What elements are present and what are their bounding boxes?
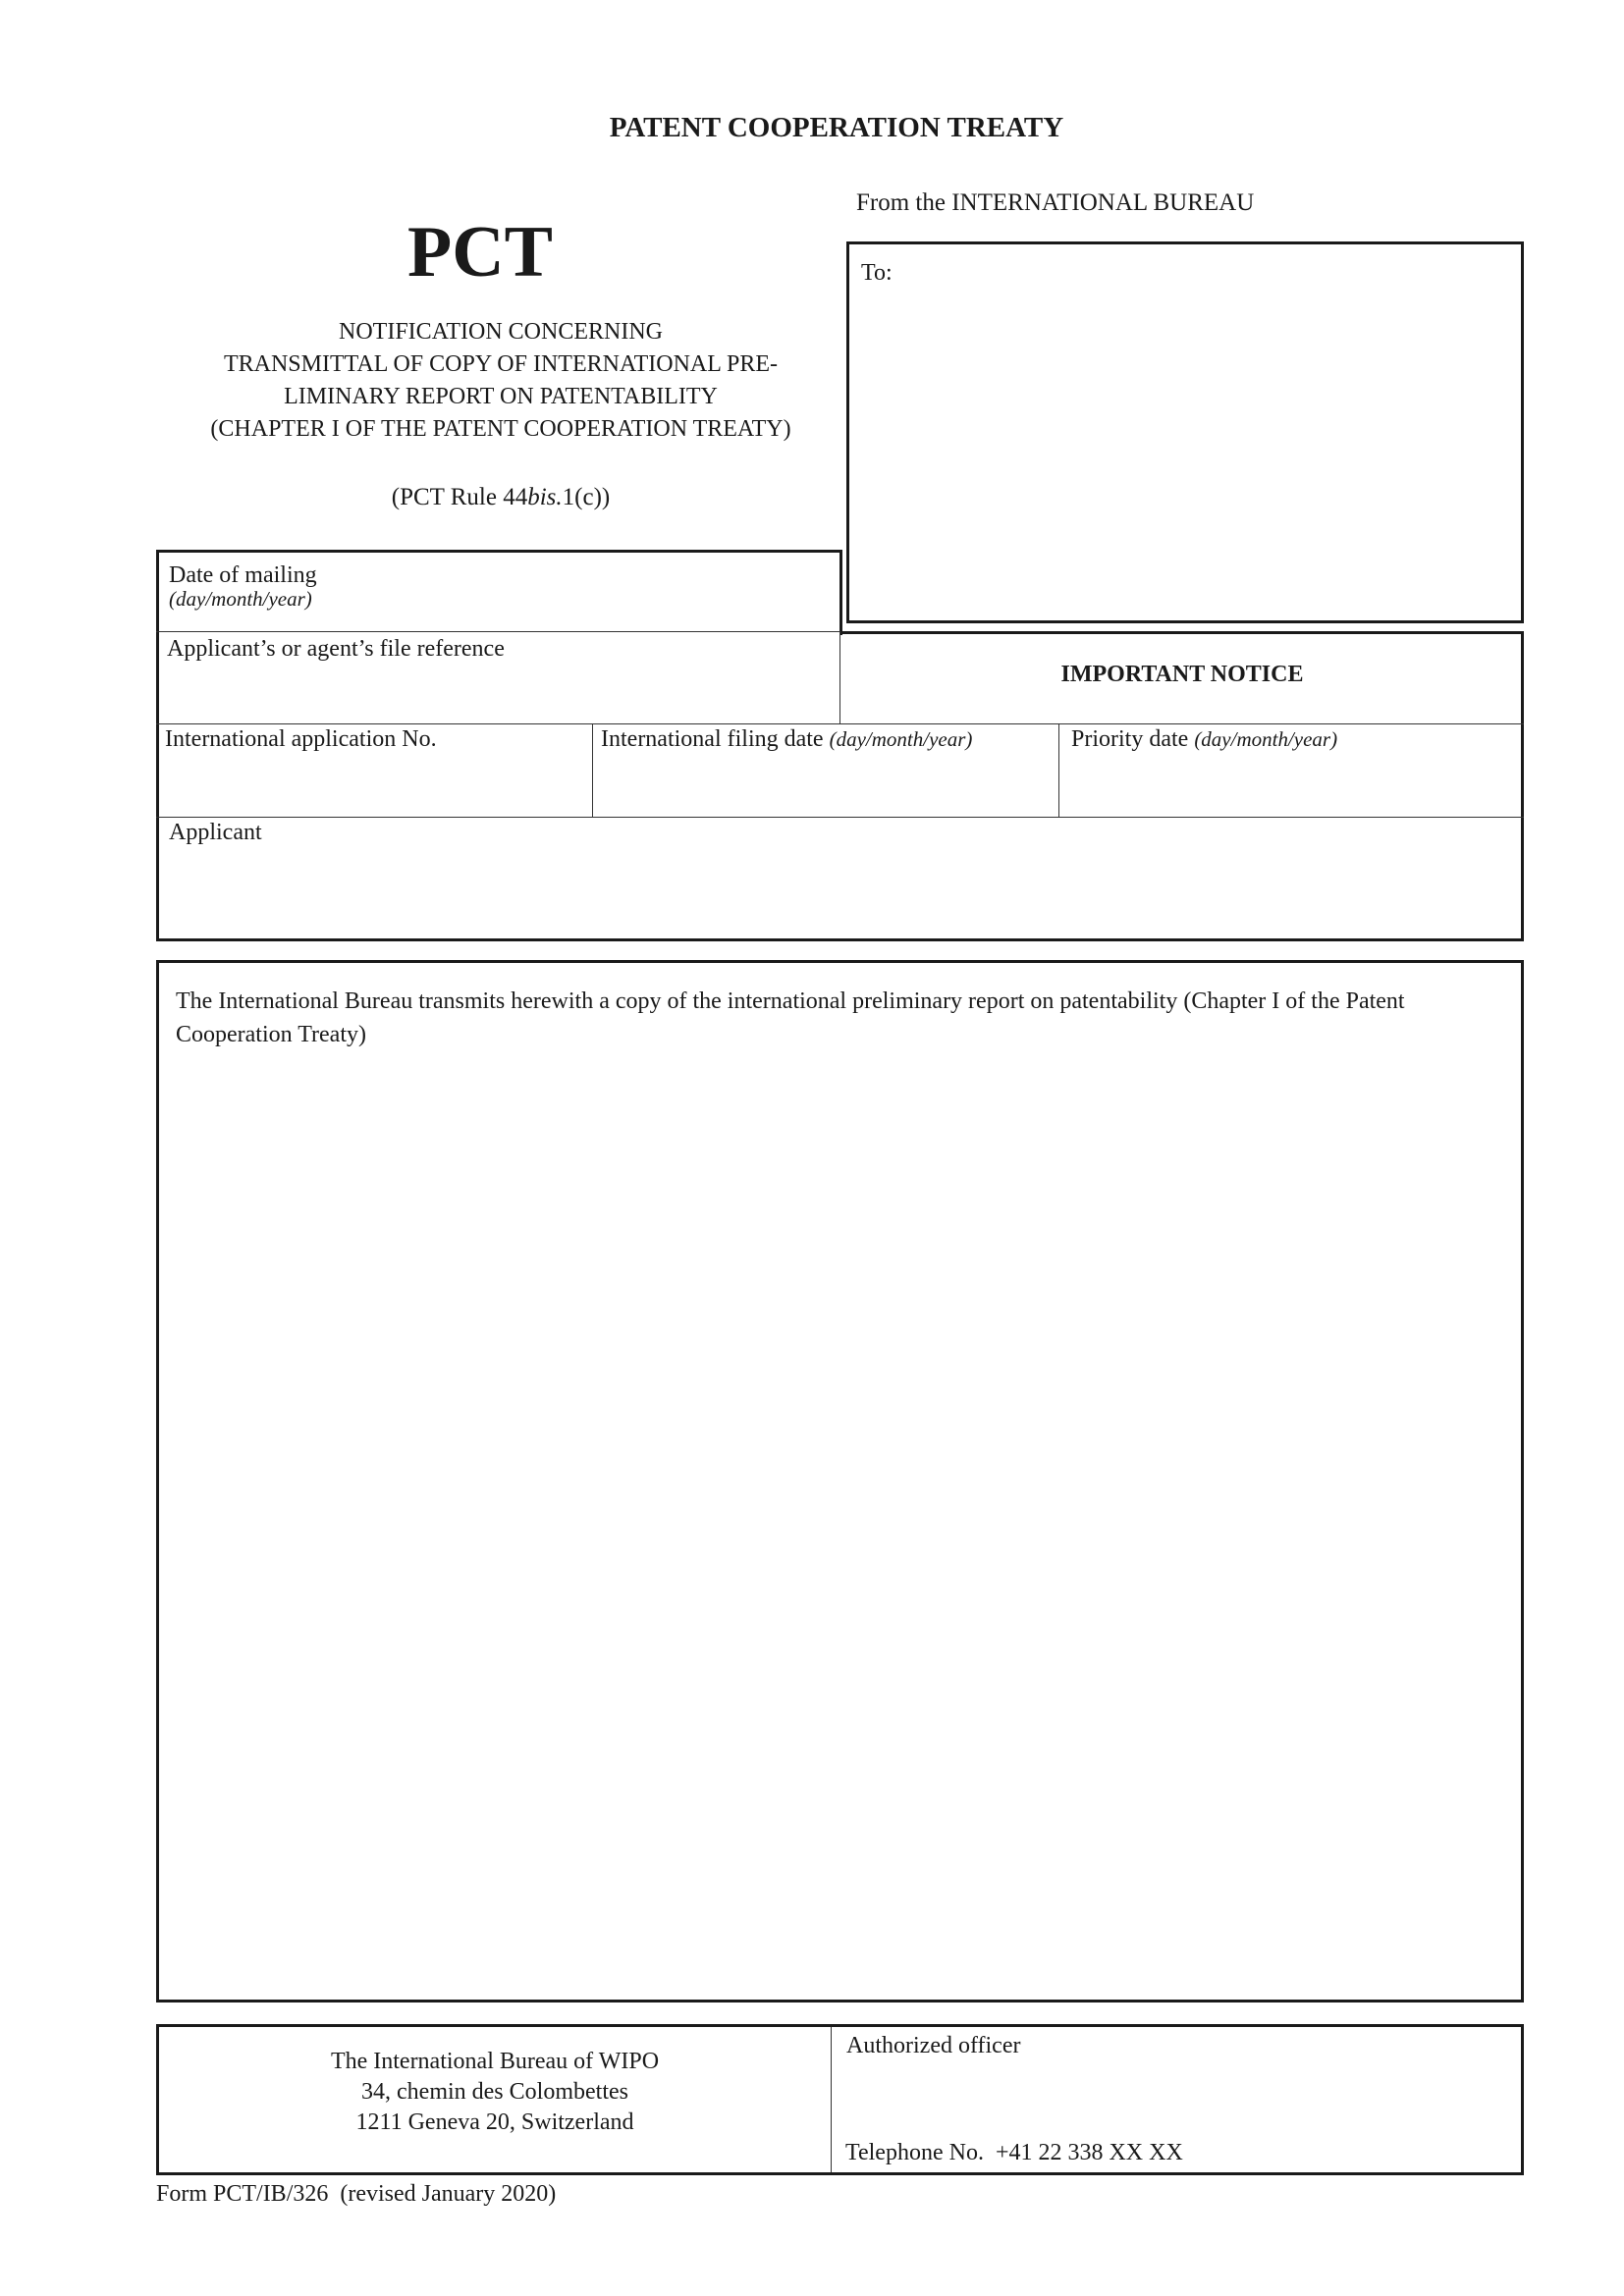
telephone-number: Telephone No. +41 22 338 XX XX [845, 2140, 1183, 2165]
treaty-title: PATENT COOPERATION TREATY [609, 112, 1064, 143]
notification-line: NOTIFICATION CONCERNING [339, 319, 663, 345]
address-line: 34, chemin des Colombettes [361, 2079, 628, 2105]
file-reference-field[interactable] [159, 634, 837, 722]
application-no-field[interactable] [159, 724, 589, 815]
to-box[interactable] [846, 241, 1524, 623]
wipo-address [159, 2047, 831, 2138]
priority-date-format: (day/month/year) [1194, 727, 1338, 751]
body-text: The International Bureau transmits herewith a copy of the international preliminary report on patentability (Chapter I of the Patent Cooperation Treaty) [176, 988, 1405, 1047]
priority-date-field[interactable] [1059, 724, 1521, 815]
date-of-mailing-field[interactable] [156, 550, 842, 635]
application-no-label: International application No. [165, 726, 437, 752]
pct-heading: PCT [407, 212, 553, 293]
rule-reference [147, 484, 854, 512]
address-line: 1211 Geneva 20, Switzerland [355, 2109, 634, 2135]
filing-date-field[interactable] [593, 724, 1056, 815]
date-format-label: (day/month/year) [169, 587, 312, 611]
applicant-label: Applicant [169, 820, 262, 845]
rule-suffix: 1(c)) [562, 484, 611, 510]
notification-line: TRANSMITTAL OF COPY OF INTERNATIONAL PRE- [223, 351, 779, 377]
important-notice: IMPORTANT NOTICE [1060, 662, 1304, 687]
filing-date-format: (day/month/year) [829, 727, 973, 751]
date-of-mailing-label: Date of mailing [169, 562, 317, 588]
form-id: Form PCT/IB/326 (revised January 2020) [156, 2181, 557, 2207]
rule-italic: bis. [527, 484, 563, 510]
filing-date-label [601, 726, 972, 754]
priority-date-text: Priority date [1071, 726, 1189, 752]
notification-title [147, 316, 854, 446]
from-line: From the INTERNATIONAL BUREAU [856, 189, 1255, 216]
to-label: To: [861, 260, 893, 286]
notification-line: LIMINARY REPORT ON PATENTABILITY [284, 384, 718, 409]
applicant-field[interactable] [159, 818, 1519, 937]
address-line: The International Bureau of WIPO [330, 2049, 660, 2074]
rule-prefix: (PCT Rule 44 [391, 484, 528, 510]
authorized-officer-label: Authorized officer [846, 2033, 1021, 2058]
footer-box [156, 2024, 1524, 2175]
body-box [156, 960, 1524, 2002]
priority-date-label [1071, 726, 1337, 754]
file-reference-label: Applicant’s or agent’s file reference [167, 636, 505, 662]
notification-line: (CHAPTER I OF THE PATENT COOPERATION TREATY) [210, 416, 791, 442]
filing-date-text: International filing date [601, 726, 824, 752]
